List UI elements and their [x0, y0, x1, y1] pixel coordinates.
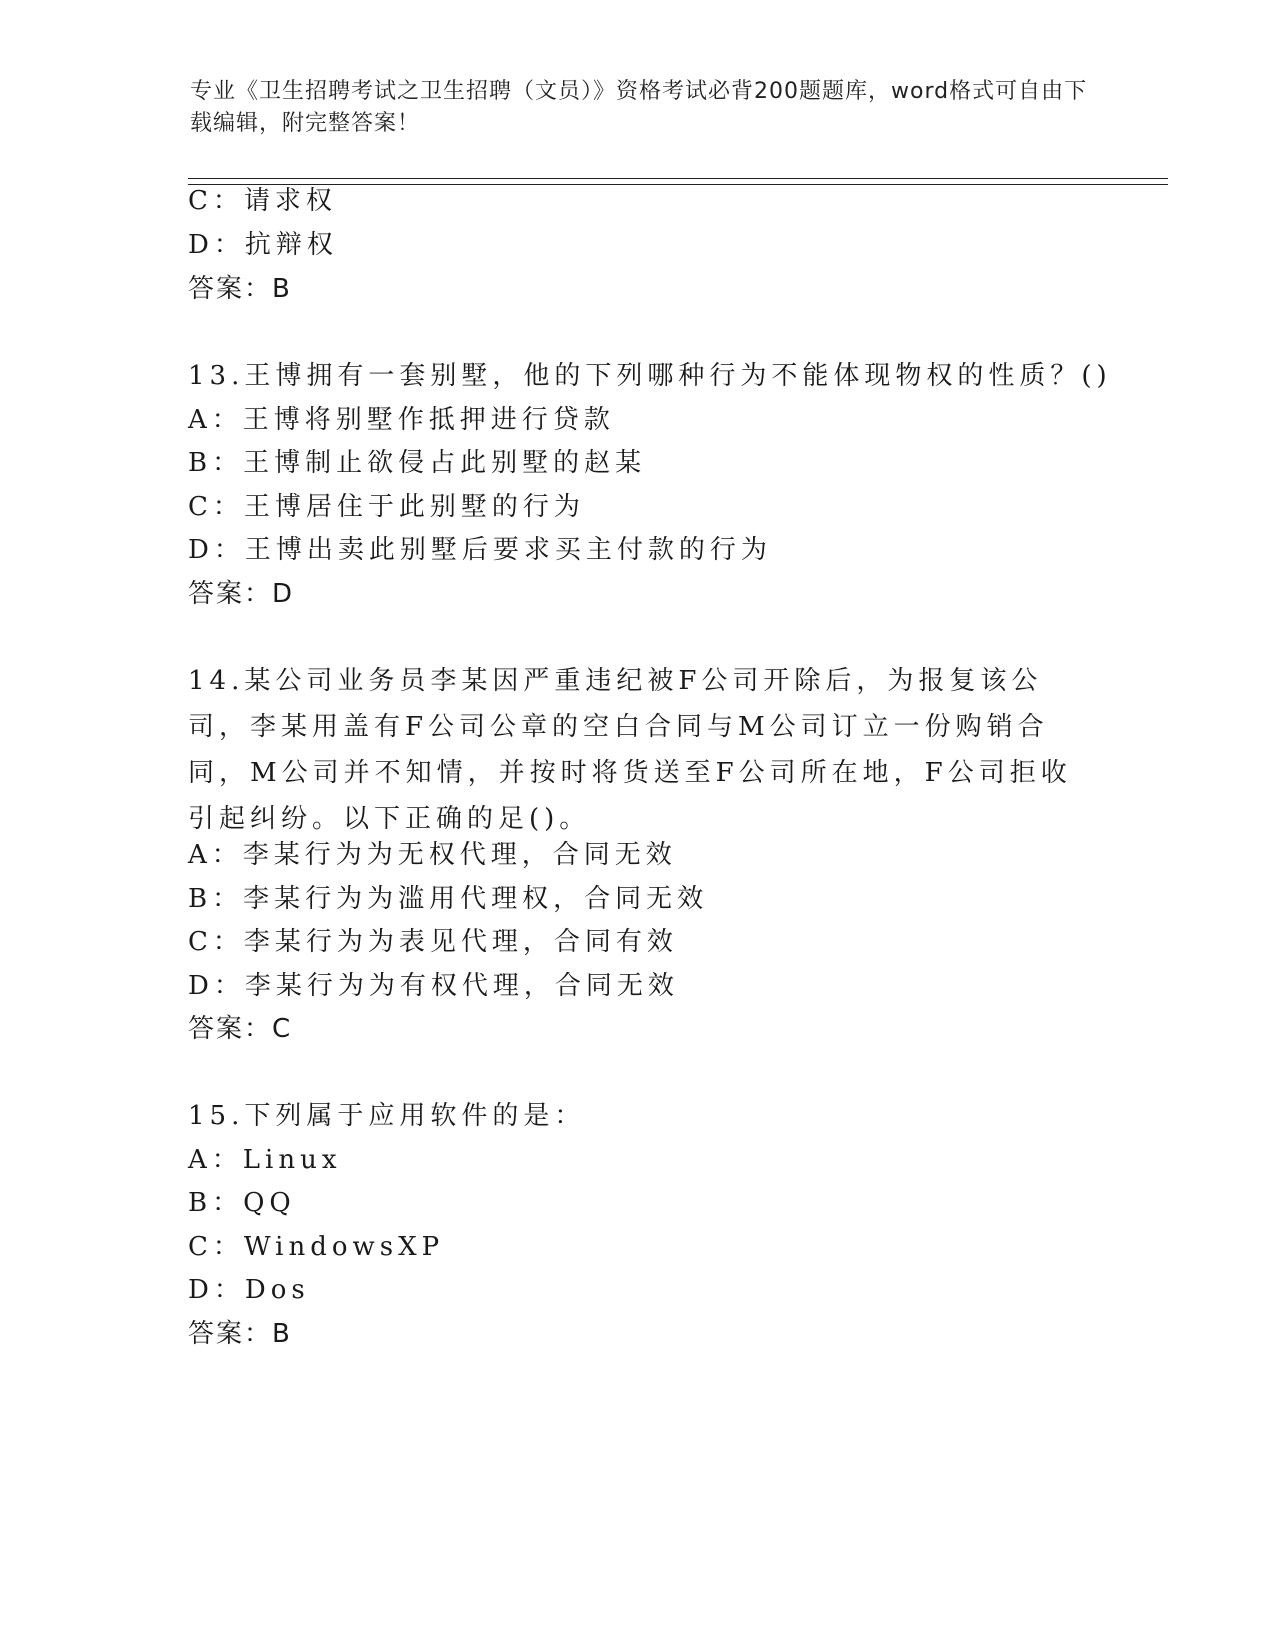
q14-option-d: D：李某行为为有权代理，合同无效 [188, 971, 679, 1001]
document-header: 专业《卫生招聘考试之卫生招聘（文员）》资格考试必背200题题库，word格式可自由下载编辑，附完整答案！ [190, 79, 1088, 136]
q15-option-b: B：QQ [188, 1188, 296, 1218]
q15-option-a: A：Linux [188, 1145, 342, 1175]
q14-option-a: A：李某行为为无权代理，合同无效 [188, 840, 677, 870]
q12-option-c: C：请求权 [188, 186, 337, 216]
q14-option-b: B：李某行为为滥用代理权，合同无效 [188, 884, 709, 914]
q14-question: 14.某公司业务员李某因严重违纪被F公司开除后，为报复该公司，李某用盖有F公司公章的空白合同与M公司订立一份购销合同，M公司并不知情，并按时将货送至F公司所在地，F公司拒收引起纠纷。以下正确的足()。 [188, 666, 1072, 834]
q15-question: 15.下列属于应用软件的是： [188, 1101, 586, 1131]
q13-question: 13.王博拥有一套别墅，他的下列哪种行为不能体现物权的性质？() [188, 361, 1112, 391]
q15-answer: 答案：B [188, 1319, 292, 1349]
q12-option-d: D：抗辩权 [188, 230, 338, 260]
q13-option-b: B：王博制止欲侵占此别墅的赵某 [188, 448, 647, 478]
q13-option-d: D：王博出卖此别墅后要求买主付款的行为 [188, 535, 772, 565]
q13-option-c: C：王博居住于此别墅的行为 [188, 492, 585, 522]
q14-option-c: C：李某行为为表见代理，合同有效 [188, 927, 678, 957]
q12-answer: 答案：B [188, 274, 292, 304]
q15-option-d: D：Dos [188, 1275, 310, 1305]
q13-option-a: A：王博将别墅作抵押进行贷款 [188, 405, 615, 435]
q15-option-c: C：WindowsXP [188, 1232, 445, 1262]
q14-answer: 答案：C [188, 1014, 293, 1044]
q13-answer: 答案：D [188, 579, 295, 609]
